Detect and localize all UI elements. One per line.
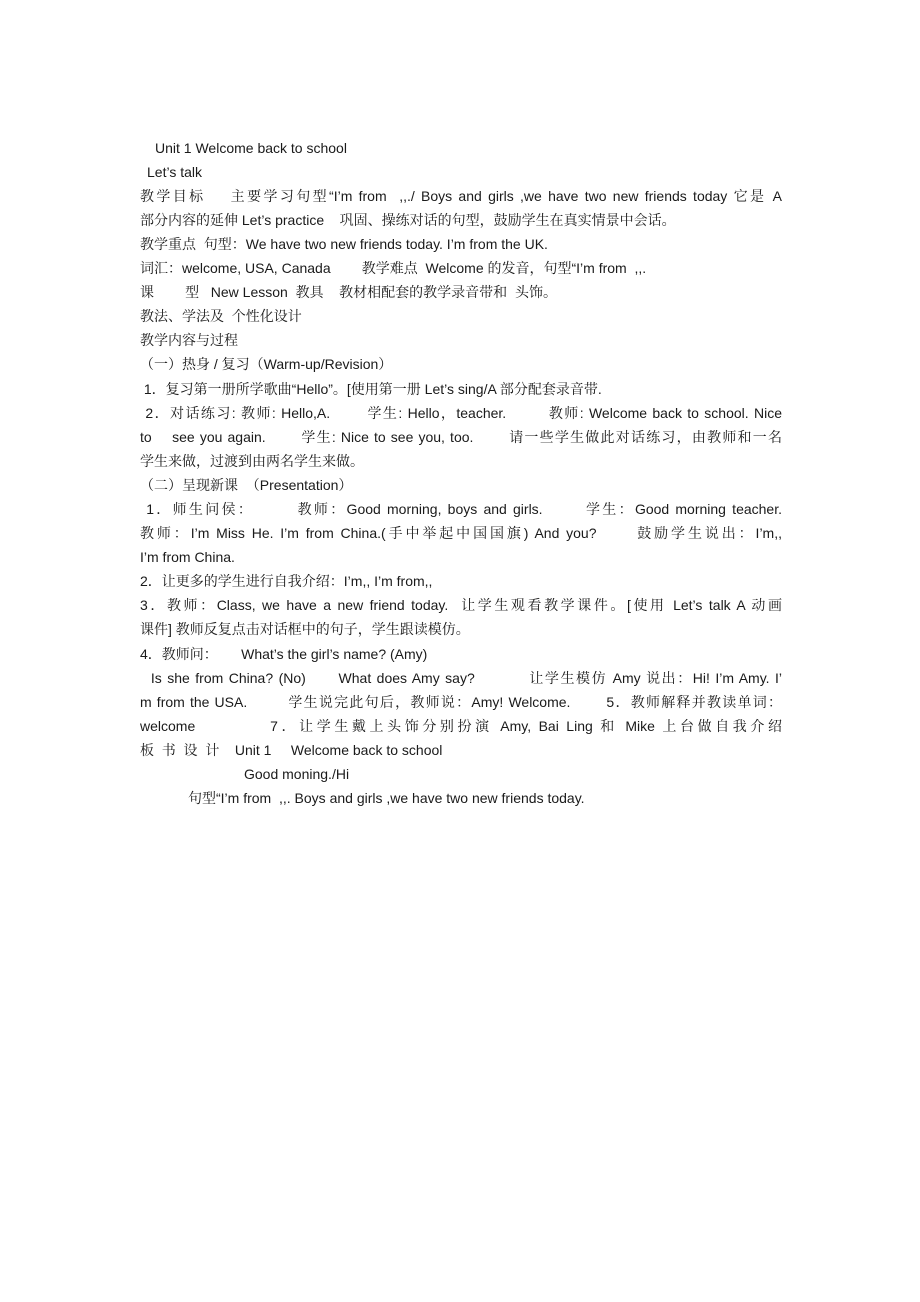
document-title: Unit 1 Welcome back to school <box>155 140 347 156</box>
text-line: I’m from China. <box>140 549 235 565</box>
text-line: 1．师生问侯： 教师：Good morning, boys and girls. 学生：Good morning teacher. <box>140 501 782 517</box>
text-line: 3．教师：Class, we have a new friend today. 让学生观看教学课件。[使用 Let’s talk A 动画 <box>140 597 782 613</box>
text-line: m from the USA. 学生说完此句后，教师说：Amy! Welcome. 5．教师解释并教读单词： <box>140 694 782 710</box>
board-design-line: 句型“I’m from ,,. Boys and girls ,we have two new friends today. <box>188 790 585 806</box>
text-line: 课 型 New Lesson 教具 教材相配套的教学录音带和 头饰。 <box>140 284 557 300</box>
text-line: 教学内容与过程 <box>140 332 238 348</box>
section-heading: （一）热身 / 复习（Warm-up/Revision） <box>140 356 393 372</box>
text-line: 部分内容的延伸 Let’s practice 巩固、操练对话的句型，鼓励学生在真实情景中会话。 <box>140 212 676 228</box>
text-line: 教学目标 主要学习句型“I’m from ,,./ Boys and girls ,we have two new friends today 它是 A <box>140 188 782 204</box>
text-line: to see you again. 学生: Nice to see you, too. 请一些学生做此对话练习，由教师和一名 <box>140 429 782 445</box>
text-line: welcome 7．让学生戴上头饰分别扮演 Amy, Bai Ling 和 Mike 上台做自我介绍 <box>140 718 782 734</box>
text-line: 1．复习第一册所学歌曲“Hello”。[使用第一册 Let’s sing/A 部分配套录音带. <box>140 381 602 397</box>
board-design-line: 板 书 设 计 Unit 1 Welcome back to school <box>140 742 443 758</box>
text-line: Is she from China? (No) What does Amy say? 让学生模仿 Amy 说出：Hi! I’m Amy. I’ <box>140 670 782 686</box>
text-line: 词汇：welcome, USA, Canada 教学难点 Welcome 的发音，句型“I’m from ,,. <box>140 260 647 276</box>
text-line: 教法、学法及 个性化设计 <box>140 308 302 324</box>
text-line: 课件] 教师反复点击对话框中的句子，学生跟读模仿。 <box>140 621 470 637</box>
board-design-line: Good moning./Hi <box>244 766 350 782</box>
text-line: 教学重点 句型：We have two new friends today. I’m from the UK. <box>140 236 548 252</box>
section-heading: （二）呈现新课 （Presentation） <box>140 477 353 493</box>
text-line: 2．对话练习: 教师: Hello,A. 学生: Hello，teacher. 教师: Welcome back to school. Nice <box>140 405 782 421</box>
text-line: 学生来做，过渡到由两名学生来做。 <box>140 453 364 469</box>
text-line: 4．教师问： What’s the girl’s name? (Amy) <box>140 646 428 662</box>
document-subtitle: Let’s talk <box>147 164 202 180</box>
text-line: 教师：I’m Miss He. I’m from China.(手中举起中国国旗) And you? 鼓励学生说出：I’m,, <box>140 525 782 541</box>
text-line: 2．让更多的学生进行自我介绍：I’m,, I’m from,, <box>140 573 433 589</box>
